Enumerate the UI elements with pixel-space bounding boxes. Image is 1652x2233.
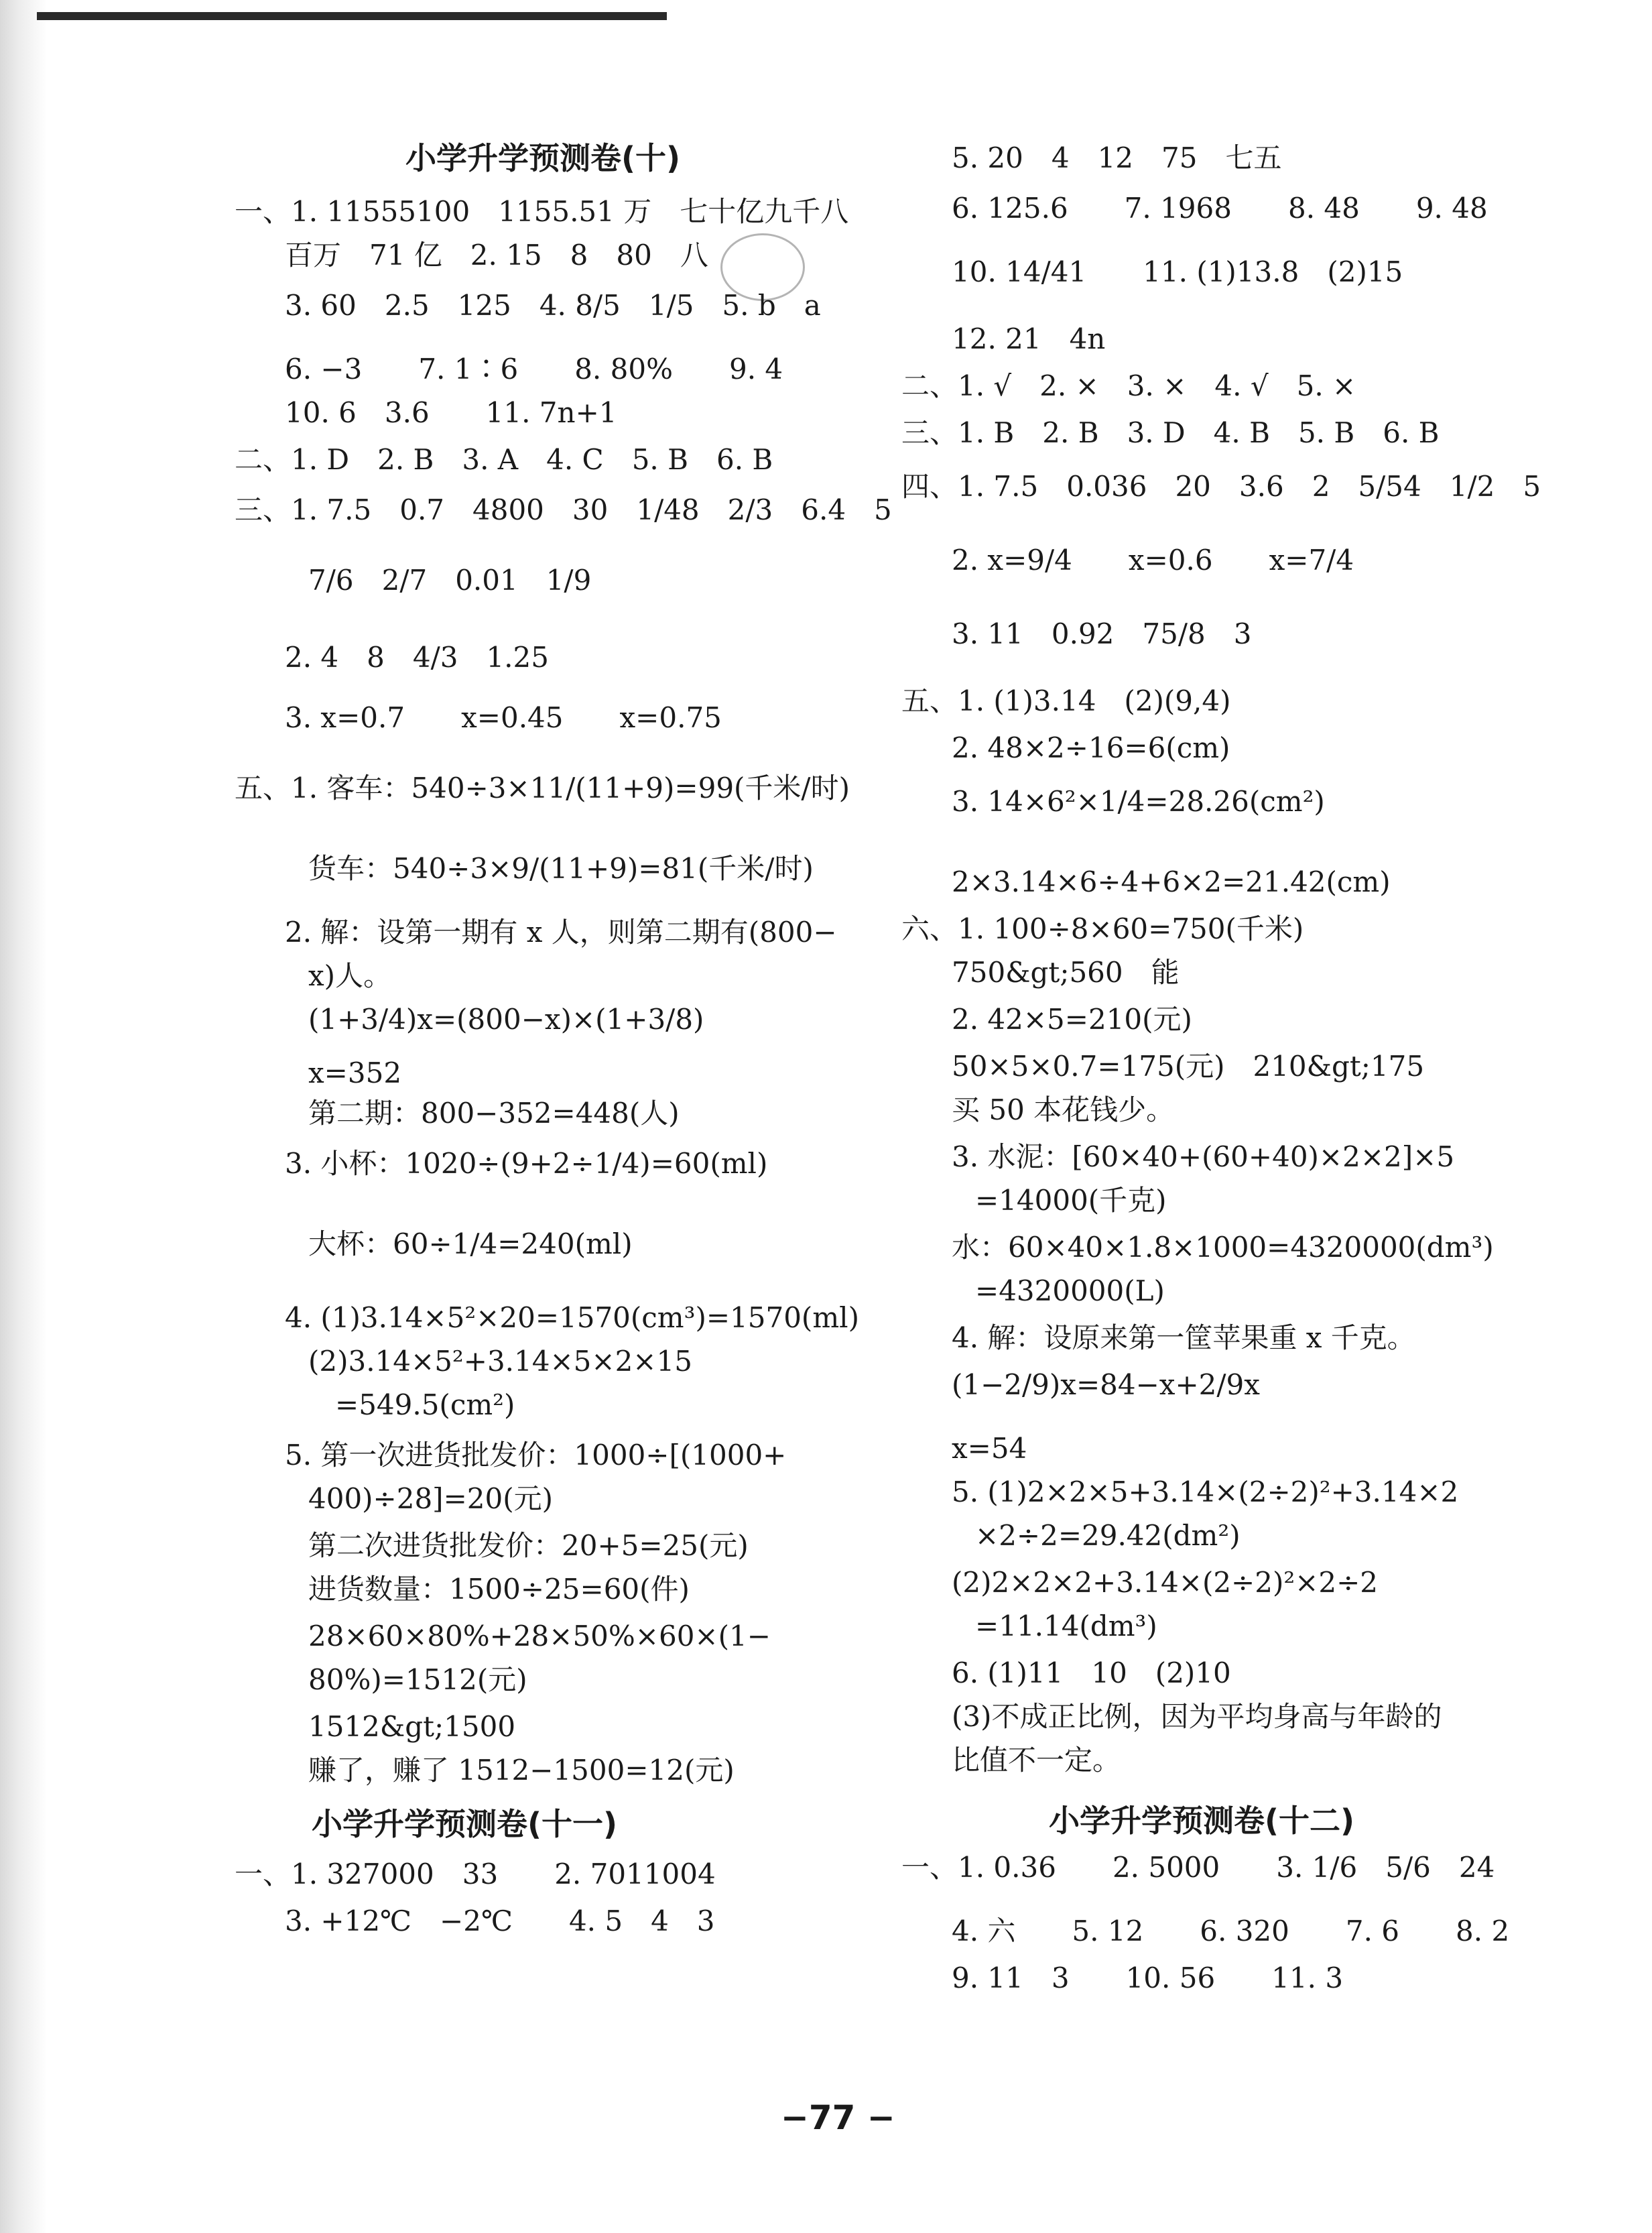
answer-line: 比值不一定。: [952, 1744, 1121, 1776]
answer-line: =11.14(dm³): [975, 1610, 1157, 1642]
answer-line: =549.5(cm²): [335, 1388, 515, 1421]
answer-line: 2. x=9/4 x=0.6 x=7/4: [952, 544, 1354, 577]
answer-line: 一、1. 327000 33 2. 7011004: [235, 1858, 716, 1890]
answer-line: 3. 水泥：[60×40+(60+40)×2×2]×5: [952, 1140, 1455, 1173]
answer-line: 2. 4 8 4/3 1.25: [285, 641, 549, 674]
answer-line: x=352: [308, 1057, 402, 1089]
heading-exam-10: 小学升学预测卷(十): [405, 140, 681, 176]
answer-line: 7/6 2/7 0.01 1/9: [308, 564, 592, 597]
answer-line: 400)÷28]=20(元): [308, 1482, 553, 1515]
answer-line: 六、1. 100÷8×60=750(千米): [901, 912, 1304, 945]
answer-line: 2. 48×2÷16=6(cm): [952, 731, 1230, 764]
answer-line: 80%)=1512(元): [308, 1663, 527, 1696]
answer-line: 3. +12℃ −2℃ 4. 5 4 3: [285, 1905, 715, 1937]
answer-line: 五、1. 客车：540÷3×11/(11+9)=99(千米/时): [235, 772, 850, 804]
answer-line: 10. 14/41 11. (1)13.8 (2)15: [952, 255, 1403, 288]
answer-line: 28×60×80%+28×50%×60×(1−: [308, 1620, 771, 1652]
answer-line: 750&gt;560 能: [952, 956, 1180, 989]
answer-line: 6. (1)11 10 (2)10: [952, 1656, 1231, 1689]
answer-line: 3. 60 2.5 125 4. 8/5 1/5 5. b a: [285, 289, 821, 322]
heading-exam-12: 小学升学预测卷(十二): [1049, 1803, 1355, 1839]
answer-line: 赚了，赚了 1512−1500=12(元): [308, 1754, 735, 1787]
answer-line: 5. 20 4 12 75 七五: [952, 141, 1282, 174]
answer-line: 买 50 本花钱少。: [952, 1093, 1175, 1126]
answer-line: 百万 71 亿 2. 15 8 80 八: [285, 239, 708, 271]
answer-line: 货车：540÷3×9/(11+9)=81(千米/时): [308, 852, 814, 885]
answer-line: (3)不成正比例，因为平均身高与年龄的: [952, 1700, 1442, 1733]
answer-line: 一、1. 11555100 1155.51 万 七十亿九千八: [235, 195, 849, 228]
answer-line: (2)3.14×5²+3.14×5×2×15: [308, 1345, 692, 1378]
answer-line: 1512&gt;1500: [308, 1710, 516, 1743]
answer-line: 10. 6 3.6 11. 7n+1: [285, 396, 617, 429]
answer-line: 第二次进货批发价：20+5=25(元): [308, 1529, 749, 1562]
answer-line: 大杯：60÷1/4=240(ml): [308, 1227, 633, 1260]
answer-line: =4320000(L): [975, 1274, 1165, 1307]
answer-line: 5. (1)2×2×5+3.14×(2÷2)²+3.14×2: [952, 1475, 1459, 1508]
answer-line: (1−2/9)x=84−x+2/9x: [952, 1368, 1260, 1401]
answer-line: 6. −3 7. 1∶6 8. 80% 9. 4: [285, 353, 783, 385]
answer-line: 二、1. √ 2. × 3. × 4. √ 5. ×: [901, 369, 1356, 402]
answer-line: 4. (1)3.14×5²×20=1570(cm³)=1570(ml): [285, 1301, 859, 1334]
answer-line: 9. 11 3 10. 56 11. 3: [952, 1962, 1344, 1994]
heading-exam-11: 小学升学预测卷(十一): [312, 1806, 618, 1842]
answer-line: 一、1. 0.36 2. 5000 3. 1/6 5/6 24: [901, 1851, 1495, 1884]
answer-line: x)人。: [308, 959, 392, 992]
answer-line: 3. 11 0.92 75/8 3: [952, 617, 1252, 650]
answer-line: 四、1. 7.5 0.036 20 3.6 2 5/54 1/2 5: [901, 470, 1541, 503]
answer-line: 2. 解：设第一期有 x 人，则第二期有(800−: [285, 916, 837, 949]
answer-line: 2. 42×5=210(元): [952, 1003, 1192, 1036]
answer-line: (2)2×2×2+3.14×(2÷2)²×2÷2: [952, 1566, 1379, 1599]
answer-line: 3. x=0.7 x=0.45 x=0.75: [285, 701, 722, 734]
answer-line: ×2÷2=29.42(dm²): [975, 1519, 1241, 1552]
answer-line: =14000(千克): [975, 1184, 1167, 1217]
answer-line: 三、1. B 2. B 3. D 4. B 5. B 6. B: [901, 416, 1440, 449]
answer-line: 五、1. (1)3.14 (2)(9,4): [901, 684, 1231, 717]
answer-line: 6. 125.6 7. 1968 8. 48 9. 48: [952, 192, 1488, 225]
answer-line: 3. 小杯：1020÷(9+2÷1/4)=60(ml): [285, 1147, 768, 1180]
answer-line: x=54: [952, 1432, 1027, 1465]
page-number: −77 −: [781, 2098, 895, 2137]
answer-line: 第二期：800−352=448(人): [308, 1097, 680, 1130]
answer-line: 三、1. 7.5 0.7 4800 30 1/48 2/3 6.4 5: [235, 493, 892, 526]
answer-line: 12. 21 4n: [952, 322, 1106, 355]
answer-line: 4. 解：设原来第一筐苹果重 x 千克。: [952, 1321, 1415, 1354]
answer-line: 50×5×0.7=175(元) 210&gt;175: [952, 1050, 1425, 1083]
answer-line: (1+3/4)x=(800−x)×(1+3/8): [308, 1003, 704, 1036]
answer-line: 4. 六 5. 12 6. 320 7. 6 8. 2: [952, 1915, 1510, 1947]
answer-line: 进货数量：1500÷25=60(件): [308, 1573, 690, 1606]
answer-line: 水：60×40×1.8×1000=4320000(dm³): [952, 1231, 1494, 1264]
answer-line: 2×3.14×6÷4+6×2=21.42(cm): [952, 865, 1391, 898]
answer-line: 3. 14×6²×1/4=28.26(cm²): [952, 785, 1325, 818]
answer-line: 5. 第一次进货批发价：1000÷[(1000+: [285, 1439, 787, 1471]
answer-line: 二、1. D 2. B 3. A 4. C 5. B 6. B: [235, 443, 773, 476]
